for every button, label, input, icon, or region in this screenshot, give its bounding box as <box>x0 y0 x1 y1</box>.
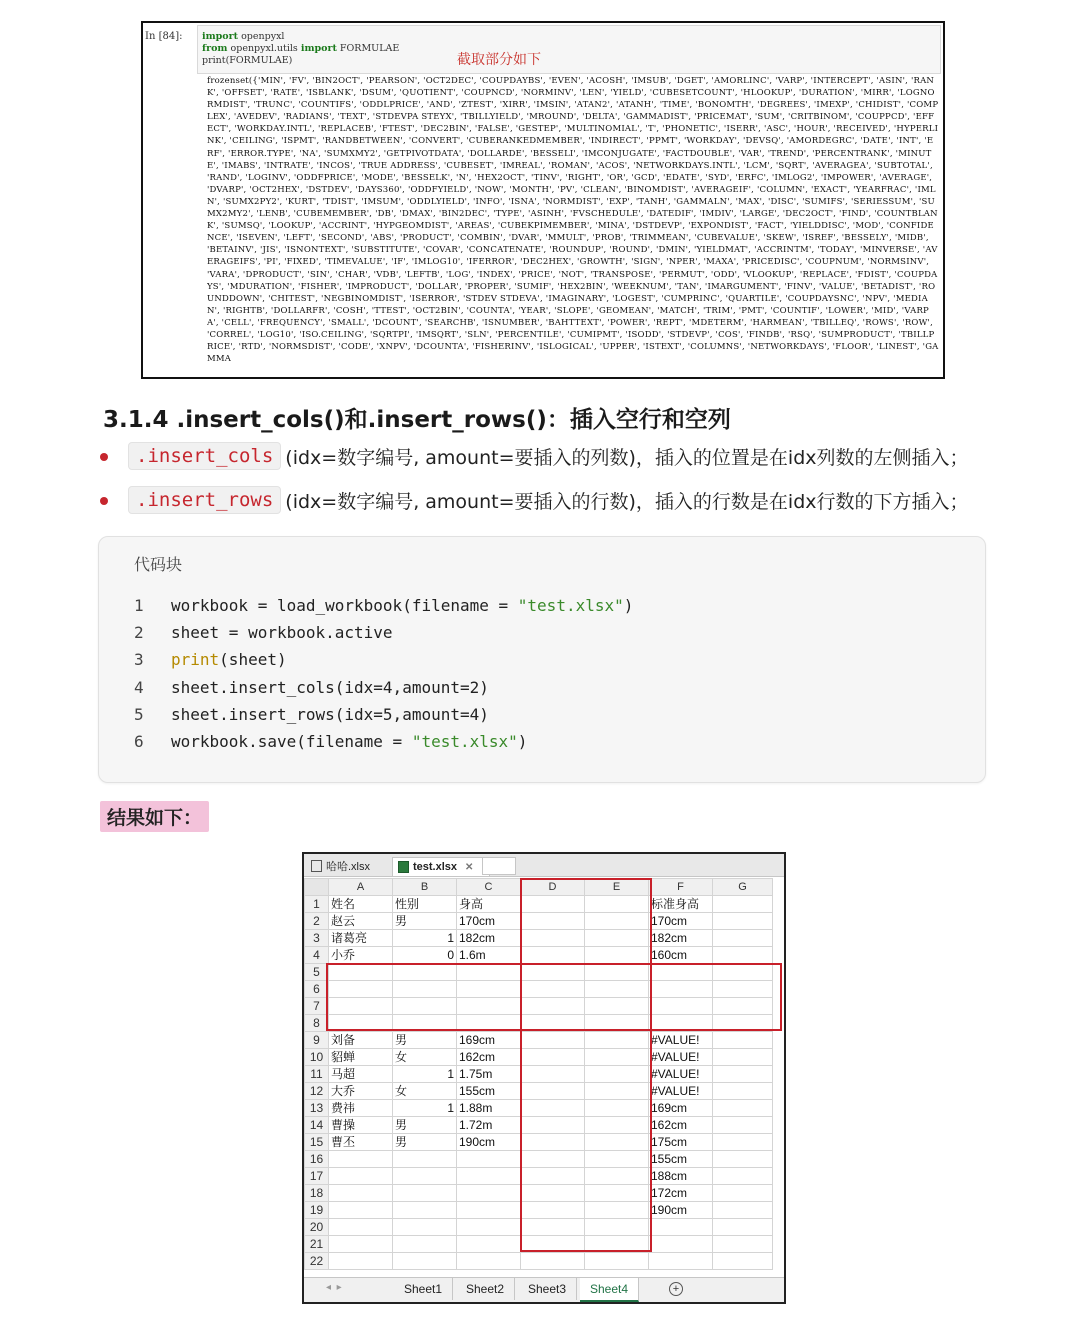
row-header[interactable]: 16 <box>305 1151 329 1168</box>
cell[interactable]: 赵云 <box>329 913 393 930</box>
cell[interactable] <box>649 1015 713 1032</box>
table-row <box>305 998 773 1015</box>
cell[interactable] <box>585 947 649 964</box>
cell[interactable] <box>713 998 773 1015</box>
cell[interactable] <box>649 981 713 998</box>
row-header[interactable]: 9 <box>305 1032 329 1049</box>
cell[interactable] <box>521 1168 585 1185</box>
code-token: ) <box>517 732 528 752</box>
code-block-title: 代码块 <box>134 555 183 574</box>
cell[interactable]: 男 <box>393 913 457 930</box>
code-token: "test.xlsx" <box>411 732 518 752</box>
cell[interactable] <box>393 998 457 1015</box>
cell[interactable] <box>521 964 585 981</box>
cell[interactable] <box>585 1066 649 1083</box>
cell[interactable]: 160cm <box>649 947 713 964</box>
file-tab-test[interactable]: test.xlsx ✕ <box>392 857 490 876</box>
cell[interactable] <box>585 998 649 1015</box>
excel-file-icon <box>398 861 409 873</box>
table-row <box>305 964 773 981</box>
cell[interactable] <box>329 1253 393 1270</box>
cell[interactable]: 182cm <box>649 930 713 947</box>
code-line <box>134 619 633 646</box>
cell[interactable]: 175cm <box>649 1134 713 1151</box>
bullet-text: (idx=数字编号, amount=要插入的列数)，插入的位置是在idx列数的左侧插入； <box>285 446 969 469</box>
cell[interactable] <box>713 913 773 930</box>
cell[interactable] <box>585 913 649 930</box>
row-header[interactable]: 22 <box>305 1253 329 1270</box>
cell[interactable] <box>585 1117 649 1134</box>
cell[interactable] <box>457 1015 521 1032</box>
table-row <box>305 913 773 930</box>
row-header[interactable]: 4 <box>305 947 329 964</box>
cell[interactable]: #VALUE! <box>649 1032 713 1049</box>
bullet-insert-cols <box>100 442 969 470</box>
row-header[interactable]: 1 <box>305 896 329 913</box>
cell[interactable] <box>585 964 649 981</box>
line-number: 1 <box>134 596 144 616</box>
table-row <box>305 1117 773 1134</box>
table-row <box>305 1151 773 1168</box>
row-header[interactable]: 3 <box>305 930 329 947</box>
code-text <box>171 678 489 697</box>
cell[interactable]: 170cm <box>457 913 521 930</box>
table-row <box>305 1185 773 1202</box>
cell[interactable]: 性别 <box>393 896 457 913</box>
cell[interactable]: 190cm <box>457 1134 521 1151</box>
sheet-tab-1[interactable]: Sheet1 <box>394 1278 453 1300</box>
row-header[interactable]: 18 <box>305 1185 329 1202</box>
code-block[interactable] <box>98 536 986 783</box>
cell[interactable] <box>585 1202 649 1219</box>
cell[interactable]: 费祎 <box>329 1100 393 1117</box>
cell[interactable]: 马超 <box>329 1066 393 1083</box>
cell[interactable] <box>649 1236 713 1253</box>
close-icon[interactable]: ✕ <box>465 861 474 873</box>
cell[interactable] <box>585 981 649 998</box>
table-row <box>305 1236 773 1253</box>
file-tab-haha[interactable]: 哈哈.xlsx <box>306 857 398 875</box>
cell[interactable] <box>393 1151 457 1168</box>
cell[interactable] <box>713 1066 773 1083</box>
cell[interactable]: 162cm <box>457 1049 521 1066</box>
cell[interactable] <box>393 1168 457 1185</box>
cell[interactable]: 155cm <box>457 1083 521 1100</box>
cell[interactable] <box>329 1151 393 1168</box>
sheet-tab-2[interactable]: Sheet2 <box>456 1278 515 1300</box>
cell[interactable]: #VALUE! <box>649 1083 713 1100</box>
cell[interactable] <box>585 930 649 947</box>
table-row <box>305 981 773 998</box>
sheet-nav-arrows-icon[interactable]: ◂ ▸ <box>326 1282 342 1293</box>
row-header[interactable]: 8 <box>305 1015 329 1032</box>
row-header[interactable]: 21 <box>305 1236 329 1253</box>
cell[interactable] <box>585 1236 649 1253</box>
cell[interactable] <box>713 1049 773 1066</box>
code-token: workbook.save(filename = <box>171 732 412 752</box>
cell[interactable] <box>585 1185 649 1202</box>
cell[interactable] <box>329 1168 393 1185</box>
bullet-dot-icon <box>100 497 108 505</box>
cell[interactable] <box>521 1100 585 1117</box>
row-header[interactable]: 20 <box>305 1219 329 1236</box>
cell[interactable]: 188cm <box>649 1168 713 1185</box>
row-header[interactable]: 15 <box>305 1134 329 1151</box>
cell[interactable] <box>457 1185 521 1202</box>
sheet-tab-4[interactable]: Sheet4 <box>580 1278 639 1302</box>
cell[interactable]: 1.72m <box>457 1117 521 1134</box>
new-file-tab[interactable] <box>482 857 516 875</box>
column-header[interactable]: D <box>521 879 585 896</box>
row-header[interactable]: 2 <box>305 913 329 930</box>
cell[interactable] <box>585 1083 649 1100</box>
cell[interactable]: #VALUE! <box>649 1049 713 1066</box>
cell[interactable] <box>713 896 773 913</box>
table-row <box>305 1253 773 1270</box>
code-token: (sheet) <box>219 650 287 670</box>
cell[interactable]: 貂蝉 <box>329 1049 393 1066</box>
cell[interactable] <box>329 1185 393 1202</box>
cell[interactable] <box>457 981 521 998</box>
cell[interactable]: 170cm <box>649 913 713 930</box>
row-header[interactable]: 19 <box>305 1202 329 1219</box>
bullet-insert-rows <box>100 486 969 514</box>
cell[interactable] <box>713 1083 773 1100</box>
code-token: sheet.insert_cols(idx=4,amount=2) <box>171 677 489 697</box>
cell[interactable] <box>457 1253 521 1270</box>
row-header[interactable]: 13 <box>305 1100 329 1117</box>
cell[interactable]: 男 <box>393 1117 457 1134</box>
cell[interactable] <box>457 1236 521 1253</box>
cell[interactable] <box>713 1253 773 1270</box>
column-header[interactable]: A <box>329 879 393 896</box>
line-number: 5 <box>134 704 144 724</box>
section-heading: 3.1.4 .insert_cols()和.insert_rows()：插入空行和空列 <box>103 407 731 433</box>
cell[interactable] <box>521 1151 585 1168</box>
cell[interactable]: 1 <box>393 1100 457 1117</box>
column-header[interactable]: F <box>649 879 713 896</box>
row-header[interactable]: 5 <box>305 964 329 981</box>
table-row <box>305 1015 773 1032</box>
code-token: ) <box>623 596 634 616</box>
code-text <box>171 650 287 669</box>
cell[interactable] <box>713 930 773 947</box>
cell[interactable] <box>393 1015 457 1032</box>
file-tab-bar <box>304 854 784 877</box>
column-header[interactable]: G <box>713 879 773 896</box>
excel-screenshot <box>302 852 786 1304</box>
spreadsheet-grid <box>304 878 773 1270</box>
table-row <box>305 1049 773 1066</box>
cell[interactable] <box>329 964 393 981</box>
line-number: 2 <box>134 623 144 643</box>
code-line <box>134 646 633 673</box>
cell[interactable] <box>585 896 649 913</box>
cell[interactable] <box>713 1168 773 1185</box>
code-text <box>171 596 633 615</box>
cell[interactable] <box>585 1253 649 1270</box>
table-row <box>305 1032 773 1049</box>
cell[interactable] <box>521 896 585 913</box>
cell[interactable] <box>713 1219 773 1236</box>
cell[interactable] <box>649 1253 713 1270</box>
cell[interactable] <box>521 913 585 930</box>
cell[interactable] <box>521 1185 585 1202</box>
cell[interactable] <box>457 1219 521 1236</box>
cell[interactable] <box>521 947 585 964</box>
code-line <box>134 728 633 755</box>
code-lines <box>134 592 633 755</box>
code-token: print <box>171 650 220 670</box>
line-number: 6 <box>134 732 144 752</box>
table-row <box>305 1134 773 1151</box>
result-label: 结果如下： <box>100 801 209 832</box>
cell[interactable] <box>393 964 457 981</box>
cell[interactable]: 大乔 <box>329 1083 393 1100</box>
table-row <box>305 930 773 947</box>
cell[interactable] <box>521 1083 585 1100</box>
cell[interactable]: 身高 <box>457 896 521 913</box>
cell[interactable] <box>521 1219 585 1236</box>
bullet-dot-icon <box>100 453 108 461</box>
row-header[interactable]: 7 <box>305 998 329 1015</box>
cell[interactable]: 1.6m <box>457 947 521 964</box>
cell-output: frozenset({'MIN', 'FV', 'BIN2OCT', 'PEARSON', 'OCT2DEC', 'COUPDAYBS', 'EVEN', 'ACOSH', 'IMSUB', 'DGET', 'AMORLINC', 'VARP', 'INTERCEPT', 'ASIN', 'RANK', 'OFFSET', 'RATE', 'ISBLANK', 'DSUM', 'QUOTIENT', 'COUPNCD', 'NORMINV', 'LEN', 'YIELD', 'CUBESETCOUNT', 'HLOOKUP', 'DURATION', 'MIRR', 'LOGNORMDIST', 'TRUNC', 'COUNTIFS', 'ODDLPRICE', 'AND', 'ZTEST', 'XIRR', 'IMSIN', 'ATAN2', 'ATANH', 'TIME', 'BONOMTH', 'DEGREES', 'IMEXP', 'CHIDIST', 'COMPLEX', 'AVEDEV', 'RADIANS', 'TEXT', 'STDEVPA STEYX', 'TBILLYIELD', 'MROUND', 'DELTA', 'GAMMADIST', 'PRICEMAT', 'SUM', 'CRITBINOM', 'COUPPCD', 'EFFECT', 'WORKDAY.INTL', 'REPLACEB', 'FTEST', 'DEC2BIN', 'FALSE', 'GESTEP', 'MULTINOMIAL', 'T', 'PHONETIC', 'ISERR', 'ASC', 'HOUR', 'RECEIVED', 'HYPERLINK', 'CEILING', 'ISPMT', 'RANDBETWEEN', 'CONVERT', 'CUBERANKEDMEMBER', 'INDIRECT', 'PPMT', 'WORKDAY', 'DEVSQ', 'AMORDEGRC', 'DATE', 'INT', 'ERF', 'ERROR.TYPE', 'NA', 'SUMXMY2', 'GETPIVOTDATA', 'DOLLARDE', 'BESSELI', 'IMCONJUGATE', 'FACTDOUBLE', 'VAR', 'TREND', 'PERCENTRANK', 'MINUTE', 'IMABS', 'INTRATE', 'INCOS', 'TRUE ADDRESS', 'CUBESET', 'IMREAL', 'ROMAN', 'ACOS', 'NETWORKDAYS.INTL', 'LCM', 'SQRT', 'AVERAGEA', 'SUBTOTAL', 'RAND', 'LOGINV', 'ODDFPRICE', 'MODE', 'BESSELK', 'N', 'HEX2OCT', 'TINV', 'RIGHT', 'OR', 'GCD', 'EDATE', 'SYD', 'ERFC', 'IMLOG2', 'IMPOWER', 'AVERAGE', 'DVARP', 'OCT2HEX', 'DSTDEV', 'DAYS360', 'ODDFYIELD', 'NOW', 'MONTH', 'PV', 'CLEAN', 'BINOMDIST', 'AVERAGEIF', 'COLUMN', 'EXACT', 'YEARFRAC', 'IMLN', 'SUMX2PY2', 'KURT', 'TDIST', 'IMSUM', 'ODDLYIELD', 'INFO', 'ISNA', 'NORMDIST', 'EXP', 'TANH', 'GAMMALN', 'MAX', 'DISC', 'SUMIFS', 'SERIESSUM', 'SUMX2MY2', 'LENB', 'CUBEMEMBER', 'DB', 'DMAX', 'BIN2DEC', 'TYPE', 'ASINH', 'FVSCHEDULE', 'DATEDIF', 'IMDIV', 'LARGE', 'DEC2OCT', 'FIND', 'COUNTBLANK', 'SUMSQ', 'LOOKUP', 'ACCRINT', 'HYPGEOMDIST', 'AREAS', 'CUBEKPIMEMBER', 'MINA', 'DSTDEVP', 'EXPONDIST', 'FACT', 'YIELDDISC', 'MOD', 'CONFIDENCE', 'ISEVEN', 'LEFT', 'SECOND', 'ABS', 'PRODUCT', 'COMBIN', 'DVAR', 'MMULT', 'PROB', 'TRIMMEAN', 'CUBEVALUE', 'SKEW', 'ISREF', 'BESSELY', 'MIDB', 'BETAINV', 'JIS', 'ISNONTEXT', 'SUBSTITUTE', 'COVAR', 'CONCATENATE', 'ROUNDUP', 'ROUND', 'DMIN', 'YIELDMAT', 'ACCRINTM', 'TODAY', 'MINVERSE', 'AVERAGEIFS', 'PI', 'FIXED', 'TIMEVALUE', 'IF', 'IMLOG10', 'IFERROR', 'DEC2HEX', 'GROWTH', 'SIGN', 'NPER', 'MAXA', 'PRICEDISC', 'COUPNUM', 'NORMSINV', 'VARA', 'DPRODUCT', 'SIN', 'CHAR', 'VDB', 'LEFTB', 'LOG', 'INDEX', 'PRICE', 'NOT', 'TRANSPOSE', 'PERMUT', 'ODD', 'VLOOKUP', 'REPLACE', 'FDIST', 'COUPDAYS', 'MDURATION', 'FISHER', 'IMPRODUCT', 'DOLLAR', 'PROPER', 'SUMIF', 'HEX2BIN', 'WEEKNUM', 'TAN', 'IMARGUMENT', 'FINV', 'VALUE', 'BETADIST', 'ROUNDDOWN', 'CHITEST', 'NEGBINOMDIST', 'ISERROR', 'STDEV STDEVA', 'IMAGINARY', 'LOGEST', 'CUMPRINC', 'QUARTILE', 'COUPDAYSNC', 'NPV', 'MEDIAN', 'RIGHTB', 'DOLLARFR', 'COSH', 'TTEST', 'OCT2BIN', 'COUNTA', 'YEAR', 'SLOPE', 'GEOMEAN', 'MATCH', 'TRIM', 'PMT', 'COUNTIF', 'LOWER', 'MID', 'VARPA', 'CELL', 'FREQUENCY', 'SMALL', 'DCOUNT', 'SEARCHB', 'ISNUMBER', 'BAHTTEXT', 'POWER', 'REPT', 'MDETERM', 'HARMEAN', 'TBILLEQ', 'ROWS', 'ROW', 'CORREL', 'LOG10', 'ISO.CEILING', 'SQRTPI', 'IMSQRT', 'SLN', 'PERCENTILE', 'CUMIPMT', 'ISODD', 'STDEVP', 'COS', 'FINDB', 'RSQ', 'SUMPRODUCT', 'TBILLPRICE', 'RTD', 'NORMSDIST', 'CODE', 'XNPV', 'DCOUNTA', 'FISHERINV', 'ISLOGICAL', 'UPPER', 'ISTEXT', 'COLUMNS', 'NETWORKDAYS', 'FLOOR', 'LINEST', 'GAMMA <box>207 76 939 365</box>
cell[interactable] <box>713 964 773 981</box>
code-line <box>134 674 633 701</box>
cell[interactable]: 1 <box>393 1066 457 1083</box>
line-number: 4 <box>134 677 144 697</box>
cell[interactable] <box>457 1151 521 1168</box>
cell[interactable]: 姓名 <box>329 896 393 913</box>
cell[interactable]: 女 <box>393 1083 457 1100</box>
row-header[interactable]: 12 <box>305 1083 329 1100</box>
cell[interactable] <box>393 1202 457 1219</box>
code-text <box>171 623 393 642</box>
code-cell[interactable] <box>197 25 941 74</box>
cell[interactable] <box>521 981 585 998</box>
cell[interactable]: 162cm <box>649 1117 713 1134</box>
inline-code: .insert_rows <box>128 486 281 514</box>
annotation-text: 截取部分如下 <box>457 52 541 68</box>
cell[interactable] <box>393 1219 457 1236</box>
cell[interactable] <box>649 1219 713 1236</box>
cell[interactable] <box>393 1236 457 1253</box>
cell[interactable] <box>521 1032 585 1049</box>
cell[interactable]: 190cm <box>649 1202 713 1219</box>
code-token: sheet = workbook.active <box>171 623 393 643</box>
sheet-tab-3[interactable]: Sheet3 <box>518 1278 577 1300</box>
sheet-tab-bar <box>304 1277 784 1302</box>
cell[interactable] <box>713 1236 773 1253</box>
cell[interactable] <box>457 1168 521 1185</box>
cell[interactable]: 1 <box>393 930 457 947</box>
inline-code: .insert_cols <box>128 442 281 470</box>
cell-prompt: In [84]: <box>145 31 183 42</box>
cell[interactable] <box>585 1100 649 1117</box>
table-row <box>305 1083 773 1100</box>
cell[interactable]: 155cm <box>649 1151 713 1168</box>
cell[interactable] <box>457 1202 521 1219</box>
column-header[interactable]: E <box>585 879 649 896</box>
cell[interactable] <box>713 1100 773 1117</box>
cell[interactable] <box>713 1185 773 1202</box>
cell[interactable] <box>329 1236 393 1253</box>
cell[interactable] <box>521 1117 585 1134</box>
cell[interactable] <box>521 1015 585 1032</box>
cell[interactable] <box>585 1015 649 1032</box>
cell[interactable]: 小乔 <box>329 947 393 964</box>
table-row <box>305 896 773 913</box>
code-text <box>171 732 527 751</box>
cell[interactable] <box>329 1219 393 1236</box>
add-sheet-icon[interactable]: + <box>669 1282 683 1296</box>
table-row <box>305 1202 773 1219</box>
cell[interactable]: 曹丕 <box>329 1134 393 1151</box>
cell[interactable] <box>585 1049 649 1066</box>
cell[interactable] <box>713 1151 773 1168</box>
cell[interactable]: 1.88m <box>457 1100 521 1117</box>
code-line-1-rest: openpyxl <box>241 31 285 42</box>
cell[interactable]: 182cm <box>457 930 521 947</box>
cell[interactable]: 刘备 <box>329 1032 393 1049</box>
cell[interactable] <box>393 1185 457 1202</box>
cell[interactable]: 169cm <box>457 1032 521 1049</box>
cell[interactable]: 女 <box>393 1049 457 1066</box>
cell[interactable] <box>713 1117 773 1134</box>
row-header[interactable]: 6 <box>305 981 329 998</box>
cell[interactable]: 172cm <box>649 1185 713 1202</box>
cell[interactable] <box>585 1168 649 1185</box>
select-all-corner[interactable] <box>305 879 329 896</box>
cell[interactable] <box>713 947 773 964</box>
table-row <box>305 1168 773 1185</box>
cell[interactable]: 曹操 <box>329 1117 393 1134</box>
cell[interactable] <box>649 964 713 981</box>
code-cell-source: import openpyxl from openpyxl.utils import FORMULAE print(FORMULAE) <box>202 31 400 66</box>
code-text <box>171 705 489 724</box>
cell[interactable]: #VALUE! <box>649 1066 713 1083</box>
cell[interactable] <box>521 1236 585 1253</box>
cell[interactable] <box>649 998 713 1015</box>
table-row <box>305 947 773 964</box>
cell[interactable] <box>329 981 393 998</box>
code-line <box>134 592 633 619</box>
cell[interactable]: 169cm <box>649 1100 713 1117</box>
cell[interactable] <box>393 981 457 998</box>
bullet-text: (idx=数字编号, amount=要插入的行数)，插入的行数是在idx行数的下方插入； <box>285 490 969 513</box>
cell[interactable] <box>713 1202 773 1219</box>
cell[interactable] <box>521 930 585 947</box>
cell[interactable]: 男 <box>393 1134 457 1151</box>
row-header[interactable]: 11 <box>305 1066 329 1083</box>
cell[interactable] <box>393 1253 457 1270</box>
cell[interactable] <box>521 1049 585 1066</box>
cell[interactable] <box>329 998 393 1015</box>
code-token: workbook = load_workbook(filename = <box>171 596 518 616</box>
cell[interactable] <box>713 1032 773 1049</box>
cell[interactable] <box>585 1219 649 1236</box>
cell[interactable]: 男 <box>393 1032 457 1049</box>
line-number: 3 <box>134 650 144 670</box>
row-header[interactable]: 17 <box>305 1168 329 1185</box>
jupyter-screenshot <box>141 21 945 379</box>
cell[interactable] <box>713 981 773 998</box>
code-token: "test.xlsx" <box>517 596 624 616</box>
cell[interactable] <box>521 1202 585 1219</box>
row-header[interactable]: 10 <box>305 1049 329 1066</box>
column-header[interactable]: C <box>457 879 521 896</box>
file-icon <box>311 860 322 872</box>
table-row <box>305 1219 773 1236</box>
cell[interactable]: 诸葛亮 <box>329 930 393 947</box>
cell[interactable] <box>521 1253 585 1270</box>
cell[interactable] <box>457 998 521 1015</box>
table-row <box>305 1066 773 1083</box>
cell[interactable] <box>521 998 585 1015</box>
cell[interactable] <box>585 1032 649 1049</box>
cell[interactable]: 0 <box>393 947 457 964</box>
cell[interactable] <box>713 1015 773 1032</box>
cell[interactable] <box>585 1151 649 1168</box>
code-line <box>134 701 633 728</box>
cell[interactable]: 标准身高 <box>649 896 713 913</box>
code-token: sheet.insert_rows(idx=5,amount=4) <box>171 704 489 724</box>
cell[interactable] <box>457 964 521 981</box>
cell[interactable]: 1.75m <box>457 1066 521 1083</box>
table-row <box>305 1100 773 1117</box>
cell[interactable] <box>521 1134 585 1151</box>
cell[interactable] <box>329 1202 393 1219</box>
cell[interactable] <box>521 1066 585 1083</box>
cell[interactable] <box>585 1134 649 1151</box>
cell[interactable] <box>329 1015 393 1032</box>
row-header[interactable]: 14 <box>305 1117 329 1134</box>
cell[interactable] <box>713 1134 773 1151</box>
column-header[interactable]: B <box>393 879 457 896</box>
